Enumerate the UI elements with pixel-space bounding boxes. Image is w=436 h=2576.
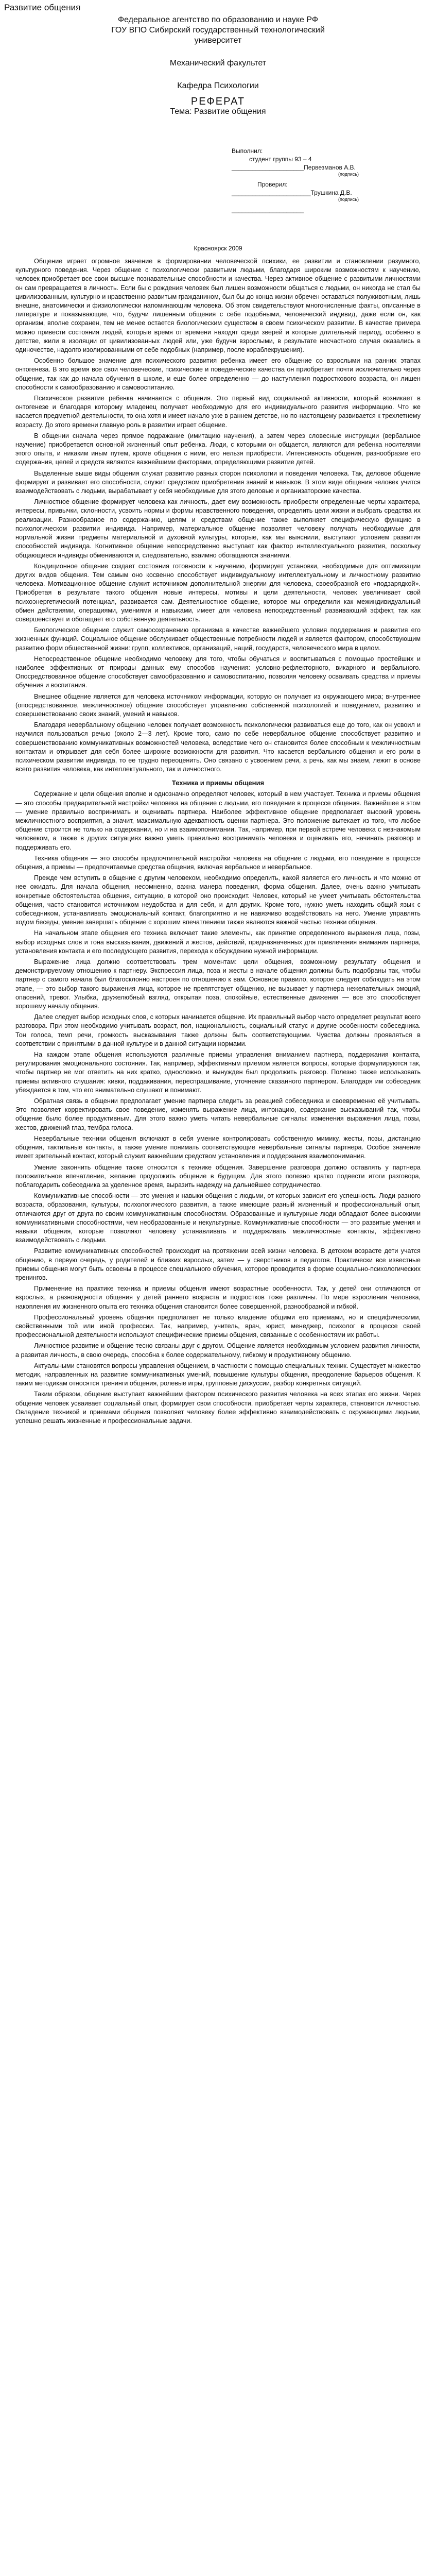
paragraph: Благодаря невербальному общению человек получает возможность психологически развиваться еще до того, как он усвоил и научился пользоваться речью (около 2—3 лет). Кроме того, само по себе невербальное общение способствует развитию и совершенствованию коммуникативных возможностей человека, вследствие чего он становится более способным к межличностным контактам и открывает для себя более широкие возможности для развития. Что касается вербального общения и его роли в психическом развитии индивида, то ее трудно переоценить. Оно связано с усвоением речи, а речь, как мы знаем, лежит в основе всего развития человека, как интеллектуального, так и личностного. bbox=[15, 721, 421, 773]
paragraph: Содержание и цели общения вполне и однозначно определяют человек, который в нем участвует. Техника и приемы общения — это способы предварительной настройки человека на общение с людьми, его поведение в процессе общения. Важнейшее в этом — умение правильно воспринимать и оценивать партнера. Наиболее эффективное общение предполагает высокий уровень межличностного восприятия, а значит, максимальную адекватность оценки партнера. Это положение вытекает из того, что любое общение строится не только на содержании, но и на взаимопонимании. Так, например, при первой встрече человека с незнакомым человеком, а также в других ситуациях важно уметь правильно воспринимать человека и оценивать его, начинать разговор и поддерживать его. bbox=[15, 790, 421, 851]
paragraph: На начальном этапе общения его техника включает такие элементы, как принятие определенного выражения лица, позы, выбор исходных слов и тона высказывания, движений и жестов, действий, предназначенных для привлечения внимания партнера, установления контакта и его последующего развития, перехода к обсуждению нужной информации. bbox=[15, 929, 421, 955]
university-line-1: ГОУ ВПО Сибирский государственный технологический bbox=[111, 26, 325, 35]
agency-line: Федеральное агентство по образованию и науке РФ bbox=[117, 15, 319, 24]
student-group: студент группы 93 – 4 bbox=[249, 156, 312, 163]
paragraph: Коммуникативные способности — это умения и навыки общения с людьми, от которых зависит его успешность. Люди разного возраста, образования, культуры, психологического развития, а также имеющие разный жизненный и профессиональный опыт, отличаются друг от друга по своим коммуникативным способностям. Образованные и культурные люди обладают более высокими коммуникативными способностями, чем необразованные и некультурные. Коммуникативные способности — это развитые умения и навыки общения, которые позволяют человеку устанавливать и поддерживать межличностные контакты, эффективно взаимодействовать с людьми. bbox=[15, 1192, 421, 1244]
city-year: Красноярск 2009 bbox=[194, 245, 242, 252]
paragraph: Таким образом, общение выступает важнейшим фактором психического развития человека на всех этапах его жизни. Через общение человек усваивает социальный опыт, формирует свои способности, приобретает черты характера, становится личностью. Овладение техникой и приемами общения позволяет человеку более эффективно взаимодействовать с окружающими людьми, успешно решать жизненные и профессиональные задачи. bbox=[15, 1391, 421, 1425]
paragraph: Психическое развитие ребенка начинается с общения. Это первый вид социальной активности, который возникает в онтогенезе и благодаря которому младенец получает необходимую для его индивидуального развития информацию. Что же касается предметной деятельности, то она хотя и имеет начало уже в раннем детстве, но по-настоящему развивается к трехлетнему возрасту. До этого времени главную роль в развитии играет общение. bbox=[15, 395, 421, 429]
paragraph: Личностное общение формирует человека как личность, дает ему возможность приобрести определенные черты характера, интересы, привычки, склонности, усвоить нормы и формы нравственного поведения, определить цели жизни и выбрать средства их реализации. Разнообразное по содержанию, целям и средствам общение также выполняет специфическую функцию в психологическом развитии индивида. Например, материальное общение позволяет человеку получать необходимые для нормальной жизни предметы материальной и духовной культуры, которые, как мы выяснили, выступают условием развития способностей индивида. Когнитивное общение непосредственно выступает как фактор интеллектуального развития, поскольку общающиеся индивиды обмениваются и, следовательно, взаимно обогащаются знаниями. bbox=[15, 498, 421, 559]
checker-signature-caption: (подпись) bbox=[338, 197, 359, 202]
doc-type-title: РЕФЕРАТ bbox=[190, 96, 246, 107]
checked-label: Проверил: bbox=[257, 181, 288, 188]
paragraph: Биологическое общение служит самосохранению организма в качестве важнейшего условия поддержания и развития его жизненных функций. Социальное общение обслуживает общественные потребности людей и является фактором, способствующим развитию форм общественной жизни: групп, коллективов, организаций, наций, государств, человеческого мира в целом. bbox=[15, 626, 421, 652]
paragraph: На каждом этапе общения используются различные приемы управления вниманием партнера, поддержания контакта, регулирования эмоционального состояния. Так, например, эффективным приемом является вопросы, которые формулируются так, чтобы партнер не мог ответить на них кратко, односложно, и вынужден был продолжить разговор. Полезно также использовать приемы активного слушания: кивки, поддакивания, переспрашивание, уточнение сказанного партнером. Благодаря им собеседник убеждается в том, что его внимательно слушают и понимают. bbox=[15, 1051, 421, 1094]
paragraph: Актуальными становятся вопросы управления общением, в частности с помощью специальных техник. Существует множество методик, направленных на развитие коммуникативных умений, повышение культуры общения, преодоление барьеров общения. К таким методикам относятся тренинги общения, ролевые игры, групповые дискуссии, разбор конкретных ситуаций. bbox=[15, 1362, 421, 1387]
intro-section bbox=[15, 257, 421, 774]
paragraph: Личностное развитие и общение тесно связаны друг с другом. Общение является необходимым условием развития личности, а развитая личность, в свою очередь, способна к более содержательному, гибкому и продуктивному общению. bbox=[15, 1342, 421, 1359]
department-line: Кафедра Психологии bbox=[177, 81, 259, 90]
paragraph: Далее следует выбор исходных слов, с которых начинается общение. Их правильный выбор часто определяет результат всего разговора. При этом необходимо учитывать возраст, пол, национальность, социальный статус и другие особенности собеседника. Тон голоса, темп речи, громкость высказывания также должны быть соответствующими. Чувства должны проявляться в соответствии с принятыми в данной культуре и в данной ситуации нормами. bbox=[15, 1013, 421, 1047]
techniques-section bbox=[15, 790, 421, 1426]
paragraph: Применение на практике техника и приемы общения имеют возрастные особенности. Так, у детей они отличаются от взрослых, а разновидности общения у детей раннего возраста и подростков тоже различны. По мере взросления человека, накопления им жизненного опыта его техника общения становится более совершенной, разнообразной и гибкой. bbox=[15, 1285, 421, 1310]
university-line-2: университет bbox=[194, 36, 242, 45]
paragraph: Выделенные выше виды общения служат развитию разных сторон психологии и поведения человека. Так, деловое общение формирует и развивает его способности, служит средством приобретения знаний и навыков. В этом виде общения человек учится взаимодействовать с людьми, вырабатывает у себя необходимые для этого деловые и организаторские качества. bbox=[15, 469, 421, 495]
paragraph: Обратная связь в общении предполагает умение партнера следить за реакцией собеседника и своевременно её учитывать. Это позволяет корректировать свое поведение, изменять выражение лица, интонацию, содержание высказываний так, чтобы общение было более продуктивным. Для этого важно уметь читать невербальные сигналы: изменения выражения лица, позы, жестов, движений глаз, тембра голоса. bbox=[15, 1097, 421, 1131]
topic-line: Тема: Развитие общения bbox=[170, 107, 266, 116]
signature-block bbox=[232, 147, 421, 214]
extra-signature-line: _____________________ bbox=[232, 206, 304, 213]
paragraph: Особенно большое значение для психического развития ребенка имеет его общение со взрослыми на ранних этапах онтогенеза. В это время все свои человеческие, психические и поведенческие качества он приобретает почти исключительно через общение, так как до начала обучения в школе, и еще более определенно — до наступления подросткового возраста, он лишен способности к самообразованию и самовоспитанию. bbox=[15, 357, 421, 391]
section-title: Техника и приемы общения bbox=[171, 779, 265, 787]
paragraph: Техника общения — это способы предпочтительной настройки человека на общение с людьми, его поведение в процессе общения, а приемы — предпочитаемые средства общения, включая вербальное и невербальное. bbox=[15, 854, 421, 871]
paragraph: В общении сначала через прямое подражание (имитацию научения), а затем через словесные инструкции (вербальное научение) приобретается основной жизненный опыт ребенка. Люди, с которыми он общается, являются для ребенка носителями этого опыта, и никаким иным путем, кроме общения с ними, его нельзя приобрести. Интенсивность общения, разнообразие его содержания, целей и средств являются важнейшими факторами, определяющими развитие детей. bbox=[15, 432, 421, 466]
student-signature-caption: (подпись) bbox=[338, 172, 359, 177]
paragraph: Кондиционное общение создает состояния готовности к научению, формирует установки, необходимые для оптимизации других видов общения. Тем самым оно косвенно способствует индивидуальному интеллектуальному и личностному развитию человека. Мотивационное общение служит источником дополнительной энергии для человека, своеобразной его «подзарядкой». Приобретая в результате такого общения новые интересы, мотивы и цели деятельности, человек увеличивает свой психоэнергетический потенциал, развивается сам. Деятельностное общение, которое мы определили как межиндивидуальный обмен действиями, операциями, умениями и навыками, имеет для человека непосредственный развивающий эффект, так как совершенствует и обогащает его собственную деятельность. bbox=[15, 562, 421, 623]
paragraph: Прежде чем вступить в общение с другим человеком, необходимо определить, какой является его личность и что можно от нее ожидать. Для начала общения, несомненно, важна манера поведения, форма общения. Далее, очень важно учитывать конкретные обстоятельства общения, ситуацию, в которой оно происходит. Человек, который не умеет учитывать обстоятельства общения, часто становится источником неудобства и для себя, и для других. Кроме того, нужно уметь находить общий язык с собеседником, устанавливать эмоциональный контакт, благоприятно и не навязчиво воздействовать на него. Умение управлять ходом беседы, умение завершать общение с хорошим впечатлением также являются важной частью техники общения. bbox=[15, 874, 421, 926]
paragraph: Профессиональный уровень общения предполагает не только владение общими его приемами, но и специфическими, свойственными той или иной профессии. Так, например, учитель, врач, юрист, менеджер, психолог в процессе своей профессиональной деятельности используют специфические приемы общения, связанные с особенностями их работы. bbox=[15, 1313, 421, 1339]
done-label: Выполнил: bbox=[232, 147, 263, 155]
checker-signature-line: _______________________Трушкина Д.В. bbox=[232, 189, 352, 196]
student-signature-line: _____________________Первезманов А.В. bbox=[232, 164, 356, 171]
faculty-line: Механический факультет bbox=[169, 59, 267, 67]
paragraph: Умение закончить общение также относится к технике общения. Завершение разговора должно оставлять у партнера положительное впечатление, желание продолжить общение в будущем. Для этого полезно кратко подвести итоги разговора, поблагодарить собеседника за уделенное время, выразить надежду на дальнейшее сотрудничество. bbox=[15, 1163, 421, 1189]
paragraph: Развитие коммуникативных способностей происходит на протяжении всей жизни человека. В детском возрасте дети учатся общению, в первую очередь, у родителей и близких взрослых, затем — у сверстников и педагогов. Практически все известные приемы общения могут быть освоены в процессе специального обучения, которое проводится в форме социально-психологических тренингов. bbox=[15, 1247, 421, 1281]
paragraph: Невербальные техники общения включают в себя умение контролировать собственную мимику, жесты, позы, дистанцию общения, тактильные контакты, а также умение понимать соответствующие невербальные сигналы партнера. Особое значение имеет зрительный контакт, который служит важнейшим средством установления и поддержания взаимопонимания. bbox=[15, 1134, 421, 1160]
document-heading: Развитие общения bbox=[4, 3, 81, 12]
paragraph: Общение играет огромное значение в формировании человеческой психики, ее развитии и становлении разумного, культурного поведения. Через общение с психологически развитыми людьми, благодаря широким возможностям к научению, человек приобретает все свои высшие познавательные способности и качества. Через активное общение с развитыми личностями он сам превращается в личность. Если бы с рождения человек был лишен возможности общаться с людьми, он никогда не стал бы цивилизованным, культурно и нравственно развитым гражданином, был бы до конца жизни обречен оставаться полуживотным, лишь внешне, анатомически и физиологически напоминающим человека. Об этом свидетельствуют многочисленные факты, описанные в литературе и показывающие, что, будучи лишенным общения с себе подобными, человеческий индивид, даже если он, как организм, вполне сохранен, тем не менее остается биологическим существом в своем психическом развитии. В качестве примера можно привести состояния людей, которые время от времени находят среди зверей и которые длительный период, особенно в детстве, жили в изоляции от цивилизованных людей или, уже будучи взрослыми, в результате несчастного случая оказались в одиночестве, надолго изолированными от себе подобных (например, после кораблекрушения). bbox=[15, 258, 421, 354]
paragraph: Внешнее общение является для человека источником информации, которую он получает из окружающего мира; внутреннее (опосредствованное, межличностное) общение способствует управлению собственной психологией и поведением, развитию и совершенствованию своих знаний, умений и навыков. bbox=[15, 692, 421, 718]
paragraph: Выражение лица должно соответствовать трем моментам: цели общения, возможному результату общения и демонстрируемому отношению к партнеру. Экспрессия лица, поза и жесты в начале общения должны быть подобраны так, чтобы партнер с самого начала был благосклонно настроен по отношению к вам. Основное правило, которое следует соблюдать на этом этапе, — это выбор такого выражения лица, которое не препятствует общению, не вызывает у партнера нежелательных эмоций, опасений, тревог. Улыбка, дружелюбный взгляд, открытая поза, спокойные, естественные движения — все это способствует хорошему началу общения. bbox=[15, 958, 421, 1010]
paragraph: Непосредственное общение необходимо человеку для того, чтобы обучаться и воспитываться с помощью простейших и наиболее эффективных от природы данных ему способов научения: условно-рефлекторного, викарного и вербального. Опосредствованное общение способствует самообразованию и самовоспитанию, позволяя человеку осваивать средства и приемы обучения и воспитания. bbox=[15, 655, 421, 689]
